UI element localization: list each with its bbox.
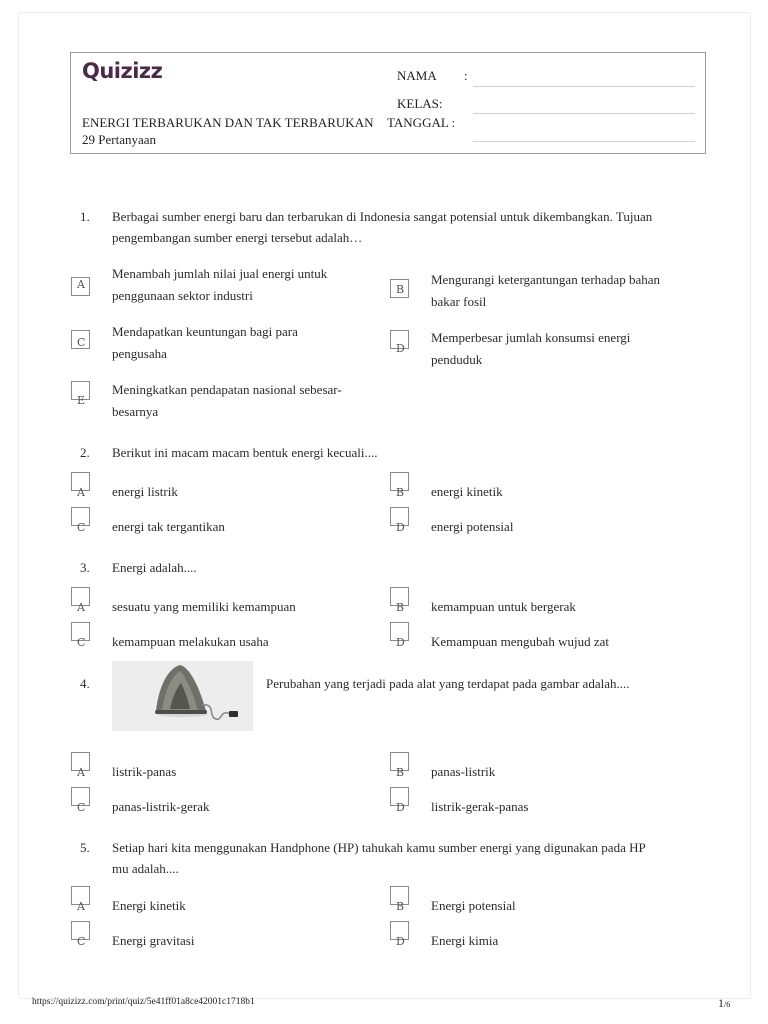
- question-text: Berikut ini macam macam bentuk energi kecuali....: [112, 445, 378, 460]
- option-letter: D: [396, 342, 405, 355]
- option-text: energi potensial: [431, 519, 514, 534]
- tanggal-line: [473, 141, 695, 142]
- question-number: 1.: [80, 209, 90, 224]
- option-letter: C: [77, 636, 86, 649]
- option-text: sesuatu yang memiliki kemampuan: [112, 599, 296, 614]
- quizizz-logo: Quizizz: [82, 59, 163, 83]
- option-letter: B: [396, 766, 405, 779]
- question-text: Perubahan yang terjadi pada alat yang terdapat pada gambar adalah....: [266, 676, 630, 691]
- option-text: Memperbesar jumlah konsumsi energi penduduk: [431, 330, 631, 367]
- option-text: Menambah jumlah nilai jual energi untuk penggunaan sektor industri: [112, 266, 328, 303]
- option-text: energi tak tergantikan: [112, 519, 225, 534]
- option-letter: D: [396, 935, 405, 948]
- iron-image: [112, 661, 253, 731]
- question-number: 2.: [80, 445, 90, 460]
- option-letter: D: [396, 636, 405, 649]
- option-letter: A: [77, 601, 85, 614]
- nama-colon: :: [464, 68, 468, 83]
- option-text: listrik-panas: [112, 764, 177, 779]
- option-letter: D: [396, 801, 405, 814]
- option-text: Mendapatkan keuntungan bagi para pengusaha: [112, 324, 298, 361]
- question-text: Energi adalah....: [112, 560, 197, 575]
- nama-label: NAMA: [397, 68, 437, 83]
- option-text: Kemampuan mengubah wujud zat: [431, 634, 609, 649]
- kelas-label: KELAS:: [397, 96, 443, 111]
- tanggal-label: TANGGAL :: [387, 115, 456, 130]
- option-text: kemampuan melakukan usaha: [112, 634, 269, 649]
- option-letter: B: [396, 486, 405, 499]
- option-letter: A: [77, 486, 85, 499]
- page-number: 1/6: [718, 996, 731, 1010]
- option-text: Meningkatkan pendapatan nasional sebesar- besarnya: [112, 382, 342, 419]
- option-letter: E: [77, 394, 86, 407]
- option-text: energi kinetik: [431, 484, 503, 499]
- option-letter: A: [77, 278, 85, 291]
- quiz-header: [70, 52, 706, 154]
- option-text: Energi gravitasi: [112, 933, 195, 948]
- option-text: listrik-gerak-panas: [431, 799, 529, 814]
- option-letter: D: [396, 521, 405, 534]
- footer-url[interactable]: https://quizizz.com/print/quiz/5e41ff01a8ce42001c1718b1: [32, 997, 255, 1007]
- question-text: Berbagai sumber energi baru dan terbarukan di Indonesia sangat potensial untuk dikembangkan. Tujuan pengembangan sumber energi tersebut adalah…: [112, 209, 653, 245]
- option-letter: A: [77, 766, 85, 779]
- quiz-title: ENERGI TERBARUKAN DAN TAK TERBARUKAN: [82, 115, 374, 130]
- option-letter: B: [396, 900, 405, 913]
- question-text: Setiap hari kita menggunakan Handphone (HP) tahukah kamu sumber energi yang digunakan pada HP mu adalah....: [112, 840, 646, 876]
- option-text: panas-listrik: [431, 764, 496, 779]
- option-letter: C: [77, 801, 86, 814]
- option-letter: B: [396, 601, 405, 614]
- option-text: kemampuan untuk bergerak: [431, 599, 576, 614]
- option-letter: B: [396, 283, 405, 296]
- option-letter: A: [77, 900, 85, 913]
- option-text: Mengurangi ketergantungan terhadap bahan bakar fosil: [431, 272, 660, 309]
- option-letter: C: [77, 336, 86, 349]
- iron-picture: [112, 661, 253, 731]
- question-number: 3.: [80, 560, 90, 575]
- question-count: 29 Pertanyaan: [82, 132, 157, 147]
- nama-line: [473, 86, 695, 87]
- option-text: Energi kinetik: [112, 898, 186, 913]
- question-number: 4.: [80, 676, 90, 691]
- option-text: energi listrik: [112, 484, 178, 499]
- option-letter: C: [77, 935, 86, 948]
- option-letter: C: [77, 521, 86, 534]
- kelas-line: [473, 113, 695, 114]
- option-text: Energi potensial: [431, 898, 516, 913]
- option-text: Energi kimia: [431, 933, 499, 948]
- option-text: panas-listrik-gerak: [112, 799, 210, 814]
- question-number: 5.: [80, 840, 90, 855]
